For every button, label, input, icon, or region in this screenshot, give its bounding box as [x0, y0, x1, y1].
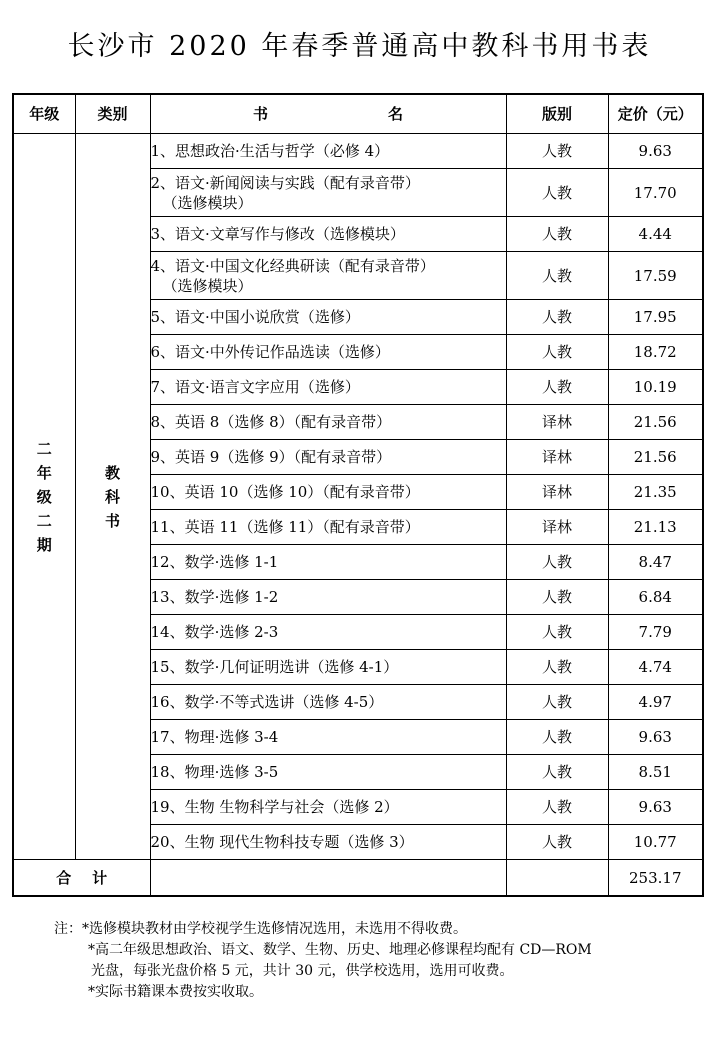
- edition-cell: 人教: [506, 300, 608, 335]
- table-header-row: [13, 94, 703, 134]
- category-char: 科: [104, 487, 120, 506]
- book-name-line: （选修模块）: [162, 276, 253, 295]
- book-name-line: 14、数学·选修 2-3: [150, 623, 279, 641]
- book-name-cell: [150, 615, 506, 650]
- book-name-cell: [150, 790, 506, 825]
- edition-cell: 人教: [506, 217, 608, 252]
- book-name-cell: [150, 217, 506, 252]
- price-cell: 17.59: [608, 252, 703, 300]
- total-label: 合 计: [13, 860, 150, 897]
- total-empty-cell: [506, 860, 608, 897]
- book-name-cell: [150, 545, 506, 580]
- category-cell: [75, 134, 150, 860]
- book-name-line: 3、语文·文章写作与修改（选修模块）: [150, 225, 405, 243]
- header-book-name: [150, 94, 506, 134]
- table-row: [13, 134, 703, 169]
- edition-cell: 人教: [506, 169, 608, 217]
- footnote-line: 注：*选修模块教材由学校视学生选修情况选用，未选用不得收费。: [54, 921, 467, 937]
- edition-cell: 人教: [506, 650, 608, 685]
- book-name-cell: [150, 650, 506, 685]
- price-cell: 21.56: [608, 405, 703, 440]
- price-cell: 17.95: [608, 300, 703, 335]
- book-name-cell: [150, 134, 506, 169]
- book-name-line: （选修模块）: [162, 193, 253, 212]
- book-name-line: 7、语文·语言文字应用（选修）: [150, 378, 360, 396]
- header-book-name-left: 书: [252, 105, 268, 123]
- header-book-name-right: 名: [388, 105, 404, 123]
- price-cell: 9.63: [608, 720, 703, 755]
- book-name-cell: [150, 405, 506, 440]
- book-name-cell: [150, 475, 506, 510]
- price-cell: 17.70: [608, 169, 703, 217]
- book-name-cell: [150, 580, 506, 615]
- header-price: 定价（元）: [608, 94, 703, 134]
- edition-cell: 人教: [506, 134, 608, 169]
- book-name-line: 2、语文·新闻阅读与实践（配有录音带）: [150, 173, 420, 192]
- edition-cell: 译林: [506, 405, 608, 440]
- price-cell: 9.63: [608, 134, 703, 169]
- book-name-cell: [150, 755, 506, 790]
- category-char: 书: [104, 511, 120, 530]
- edition-cell: 人教: [506, 545, 608, 580]
- book-name-line: 17、物理·选修 3-4: [150, 728, 279, 746]
- book-name-line: 16、数学·不等式选讲（选修 4-5）: [150, 693, 384, 711]
- total-price: 253.17: [608, 860, 703, 897]
- book-name-line: 6、语文·中外传记作品选读（选修）: [150, 343, 390, 361]
- book-table: [12, 93, 704, 897]
- book-name-cell: [150, 510, 506, 545]
- price-cell: 4.74: [608, 650, 703, 685]
- price-cell: 21.35: [608, 475, 703, 510]
- edition-cell: 人教: [506, 580, 608, 615]
- edition-cell: 人教: [506, 790, 608, 825]
- total-row: [13, 860, 703, 897]
- footnote-line: 光盘，每张光盘价格 5 元，共计 30 元，供学校选用，选用可收费。: [91, 963, 514, 979]
- header-category: 类别: [75, 94, 150, 134]
- book-name-cell: [150, 370, 506, 405]
- grade-char: 二: [36, 511, 52, 530]
- price-cell: 9.63: [608, 790, 703, 825]
- edition-cell: 人教: [506, 685, 608, 720]
- header-grade: 年级: [13, 94, 75, 134]
- footnote-line: *实际书籍课本费按实收取。: [88, 984, 263, 1000]
- book-name-cell: [150, 300, 506, 335]
- price-cell: 21.13: [608, 510, 703, 545]
- book-name-cell: [150, 685, 506, 720]
- price-cell: 4.97: [608, 685, 703, 720]
- grade-char: 期: [36, 535, 52, 554]
- category-char: 教: [104, 463, 120, 482]
- footnotes: [54, 919, 694, 1003]
- book-name-line: 4、语文·中国文化经典研读（配有录音带）: [150, 256, 435, 275]
- price-cell: 6.84: [608, 580, 703, 615]
- edition-cell: 人教: [506, 370, 608, 405]
- book-name-cell: [150, 252, 506, 300]
- edition-cell: 人教: [506, 825, 608, 860]
- book-name-line: 12、数学·选修 1-1: [150, 553, 279, 571]
- edition-cell: 人教: [506, 335, 608, 370]
- grade-char: 年: [36, 463, 52, 482]
- grade-cell: [13, 134, 75, 860]
- edition-cell: 人教: [506, 720, 608, 755]
- edition-cell: 译林: [506, 440, 608, 475]
- book-name-line: 10、英语 10（选修 10）（配有录音带）: [150, 483, 420, 501]
- book-name-line: 20、生物 现代生物科技专题（选修 3）: [150, 833, 414, 851]
- price-cell: 8.47: [608, 545, 703, 580]
- price-cell: 18.72: [608, 335, 703, 370]
- book-name-cell: [150, 440, 506, 475]
- book-name-line: 5、语文·中国小说欣赏（选修）: [150, 308, 360, 326]
- total-empty-cell: [150, 860, 506, 897]
- grade-char: 级: [36, 487, 52, 506]
- price-cell: 10.19: [608, 370, 703, 405]
- edition-cell: 译林: [506, 475, 608, 510]
- edition-cell: 人教: [506, 755, 608, 790]
- edition-cell: 人教: [506, 252, 608, 300]
- footnote-line: *高二年级思想政治、语文、数学、生物、历史、地理必修课程均配有 CD—ROM: [88, 942, 592, 958]
- table-body: [13, 134, 703, 897]
- book-name-cell: [150, 335, 506, 370]
- book-name-line: 8、英语 8（选修 8）（配有录音带）: [150, 413, 392, 431]
- grade-char: 二: [36, 439, 52, 458]
- book-name-cell: [150, 720, 506, 755]
- price-cell: 7.79: [608, 615, 703, 650]
- price-cell: 21.56: [608, 440, 703, 475]
- edition-cell: 译林: [506, 510, 608, 545]
- header-edition: 版别: [506, 94, 608, 134]
- page-title: 长沙市 2020 年春季普通高中教科书用书表: [67, 31, 652, 62]
- book-name-line: 15、数学·几何证明选讲（选修 4-1）: [150, 658, 399, 676]
- book-name-line: 13、数学·选修 1-2: [150, 588, 279, 606]
- book-name-cell: [150, 169, 506, 217]
- edition-cell: 人教: [506, 615, 608, 650]
- book-name-line: 19、生物 生物科学与社会（选修 2）: [150, 798, 399, 816]
- book-name-line: 18、物理·选修 3-5: [150, 763, 279, 781]
- price-cell: 4.44: [608, 217, 703, 252]
- book-name-line: 9、英语 9（选修 9）（配有录音带）: [150, 448, 392, 466]
- price-cell: 8.51: [608, 755, 703, 790]
- book-name-line: 11、英语 11（选修 11）（配有录音带）: [150, 518, 420, 536]
- book-name-line: 1、思想政治·生活与哲学（必修 4）: [150, 142, 390, 160]
- price-cell: 10.77: [608, 825, 703, 860]
- book-name-cell: [150, 825, 506, 860]
